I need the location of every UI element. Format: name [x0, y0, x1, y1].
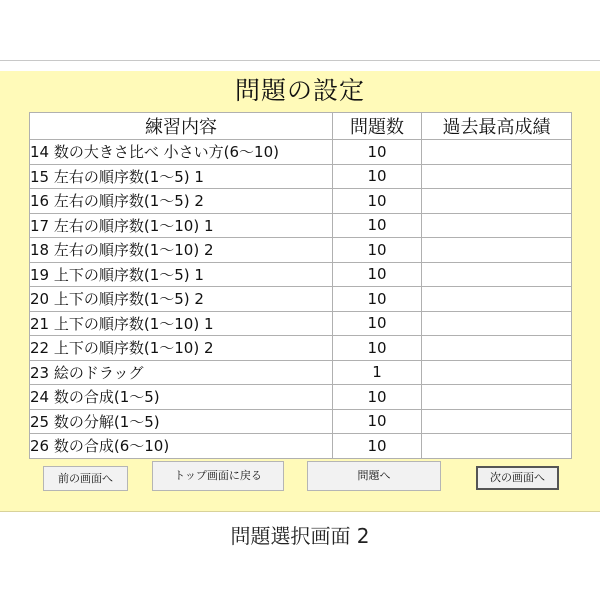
row-count[interactable]: 10	[333, 409, 422, 434]
table-row[interactable]	[30, 434, 572, 459]
row-count[interactable]: 1	[333, 360, 422, 385]
row-best-score	[422, 434, 572, 459]
row-count[interactable]: 10	[333, 238, 422, 263]
row-best-score	[422, 336, 572, 361]
row-count[interactable]: 10	[333, 434, 422, 459]
row-content: 15 左右の順序数(1〜5) 1	[30, 164, 333, 189]
row-count[interactable]: 10	[333, 262, 422, 287]
row-count[interactable]: 10	[333, 287, 422, 312]
row-best-score	[422, 409, 572, 434]
table-row[interactable]	[30, 140, 572, 165]
header-count: 問題数	[333, 113, 422, 140]
row-content: 25 数の分解(1〜5)	[30, 409, 333, 434]
row-count[interactable]: 10	[333, 311, 422, 336]
row-content: 22 上下の順序数(1〜10) 2	[30, 336, 333, 361]
row-content: 23 絵のドラッグ	[30, 360, 333, 385]
row-best-score	[422, 140, 572, 165]
row-content: 21 上下の順序数(1〜10) 1	[30, 311, 333, 336]
row-best-score	[422, 238, 572, 263]
row-best-score	[422, 213, 572, 238]
next-screen-label: 次の画面へ	[490, 471, 545, 484]
table-row[interactable]	[30, 189, 572, 214]
row-best-score	[422, 164, 572, 189]
settings-table	[29, 112, 572, 459]
next-screen-button[interactable]	[476, 466, 559, 490]
row-content: 17 左右の順序数(1〜10) 1	[30, 213, 333, 238]
table-row[interactable]	[30, 360, 572, 385]
row-content: 20 上下の順序数(1〜5) 2	[30, 287, 333, 312]
table-row[interactable]	[30, 311, 572, 336]
page-title: 問題の設定	[234, 76, 365, 105]
row-count[interactable]: 10	[333, 164, 422, 189]
header-best-score: 過去最高成績	[422, 113, 572, 140]
table-row[interactable]	[30, 409, 572, 434]
row-best-score	[422, 189, 572, 214]
settings-panel	[0, 71, 600, 512]
row-best-score	[422, 262, 572, 287]
table-row[interactable]	[30, 213, 572, 238]
top-divider	[0, 60, 600, 61]
row-content: 18 左右の順序数(1〜10) 2	[30, 238, 333, 263]
table-row[interactable]	[30, 164, 572, 189]
row-count[interactable]: 10	[333, 213, 422, 238]
row-content: 16 左右の順序数(1〜5) 2	[30, 189, 333, 214]
table-header-row	[30, 113, 572, 140]
row-count[interactable]: 10	[333, 140, 422, 165]
back-to-top-label: トップ画面に戻る	[174, 469, 262, 482]
row-count[interactable]: 10	[333, 189, 422, 214]
go-to-questions-label: 問題へ	[357, 469, 391, 482]
header-content: 練習内容	[30, 113, 333, 140]
screen-caption: 問題選択画面 2	[230, 524, 370, 548]
table-row[interactable]	[30, 262, 572, 287]
row-best-score	[422, 311, 572, 336]
go-to-questions-button[interactable]	[307, 461, 441, 491]
table-row[interactable]	[30, 385, 572, 410]
row-content: 14 数の大きさ比べ 小さい方(6〜10)	[30, 140, 333, 165]
row-content: 26 数の合成(6〜10)	[30, 434, 333, 459]
row-content: 19 上下の順序数(1〜5) 1	[30, 262, 333, 287]
row-count[interactable]: 10	[333, 385, 422, 410]
row-best-score	[422, 287, 572, 312]
row-best-score	[422, 385, 572, 410]
table-row[interactable]	[30, 238, 572, 263]
row-best-score	[422, 360, 572, 385]
back-to-top-button[interactable]	[152, 461, 284, 491]
table-row[interactable]	[30, 287, 572, 312]
row-count[interactable]: 10	[333, 336, 422, 361]
row-content: 24 数の合成(1〜5)	[30, 385, 333, 410]
prev-screen-button[interactable]	[43, 466, 128, 491]
table-row[interactable]	[30, 336, 572, 361]
prev-screen-label: 前の画面へ	[58, 472, 113, 485]
